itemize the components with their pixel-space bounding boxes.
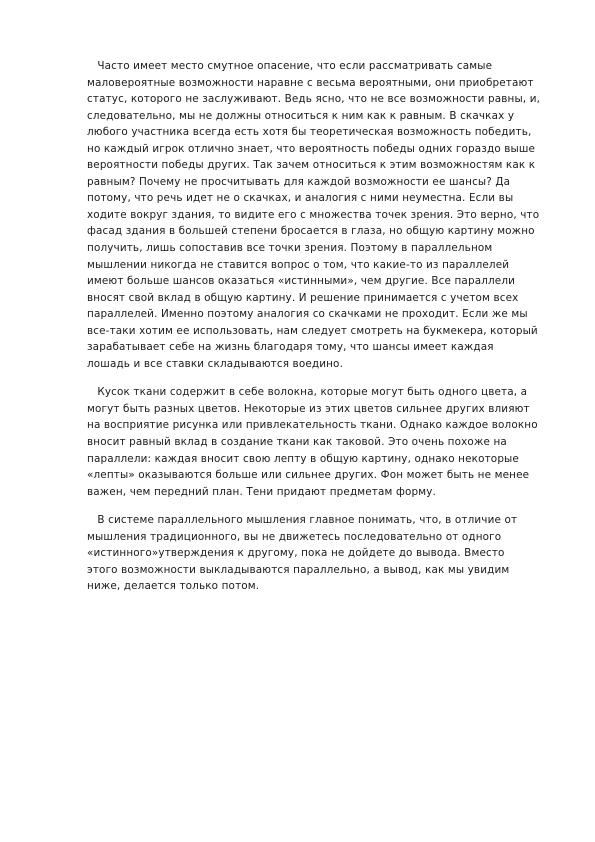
text-line: Часто имеет место смутное опасение, что если рассматривать самые <box>87 60 493 72</box>
text-line: вероятности победы других. Так зачем относиться к этим возможностям как к <box>87 159 536 172</box>
text-line: ходите вокруг здания, то видите его с множества точек зрения. Это верно, что <box>87 208 540 221</box>
paragraph-3 <box>87 512 553 595</box>
text-line: имеют больше шансов оказаться «истинными», чем другие. Все параллели <box>87 275 516 288</box>
text-line: вносят свой вклад в общую картину. И решение принимается с учетом всех <box>87 291 519 304</box>
text-line: фасад здания в большей степени бросается в глаза, но общую картину можно <box>87 225 535 238</box>
document-body <box>87 58 553 595</box>
text-line: ниже, делается только потом. <box>87 580 260 593</box>
text-line: мышлении никогда не ставится вопрос о том, что какие-то из параллелей <box>87 258 510 271</box>
text-line: «истинного»утверждения к другому, пока не дойдете до вывода. Вместо <box>87 547 505 560</box>
text-line: все-таки хотим ее использовать, нам следует смотреть на букмекера, который <box>87 324 538 337</box>
text-line: получить, лишь сопоставив все точки зрения. Поэтому в параллельном <box>87 242 493 255</box>
text-line: следовательно, мы не должны относиться к ним как к равным. В скачках у <box>87 109 515 122</box>
paragraph-2 <box>87 384 553 500</box>
text-line: могут быть разных цветов. Некоторые из этих цветов сильнее других влияют <box>87 402 530 415</box>
text-line: параллелей. Именно поэтому аналогия со скачками не проходит. Если же мы <box>87 308 528 321</box>
text-line: этого возможности выкладываются параллельно, а вывод, как мы увидим <box>87 563 510 576</box>
text-line: мышления традиционного, вы не движетесь последовательно от одного <box>87 530 502 543</box>
text-line: «лепты» оказываются больше или сильнее других. Фон может быть не менее <box>87 469 530 482</box>
text-line: В системе параллельного мышления главное понимать, что, в отличие от <box>87 514 518 527</box>
text-line: любого участника всегда есть хотя бы теоретическая возможность победить, <box>87 126 532 139</box>
text-line: но каждый игрок отлично знает, что вероятность победы одних гораздо выше <box>87 142 536 155</box>
paragraph-1 <box>87 58 553 372</box>
text-line: лошадь и все ставки складываются воедино. <box>87 357 344 370</box>
text-line: параллели: каждая вносит свою лепту в общую картину, однако некоторые <box>87 452 519 465</box>
text-line: Кусок ткани содержит в себе волокна, которые могут быть одного цвета, а <box>87 386 528 399</box>
text-line: потому, что речь идет не о скачках, и аналогия с ними неуместна. Если вы <box>87 192 514 205</box>
text-line: важен, чем передний план. Тени придают предметам форму. <box>87 485 436 498</box>
text-line: вносит равный вклад в создание ткани как таковой. Это очень похоже на <box>87 436 507 449</box>
text-line: на восприятие рисунка или привлекательность ткани. Однако каждое волокно <box>87 419 538 432</box>
text-line: статус, которого не заслуживают. Ведь ясно, что не все возможности равны, и, <box>87 93 541 106</box>
text-line: равным? Почему не просчитывать для каждой возможности ее шансы? Да <box>87 175 511 188</box>
text-line: маловероятные возможности наравне с весьма вероятными, они приобретают <box>87 76 534 89</box>
text-line: зарабатывает себе на жизнь благодаря тому, что шансы имеет каждая <box>87 341 494 354</box>
